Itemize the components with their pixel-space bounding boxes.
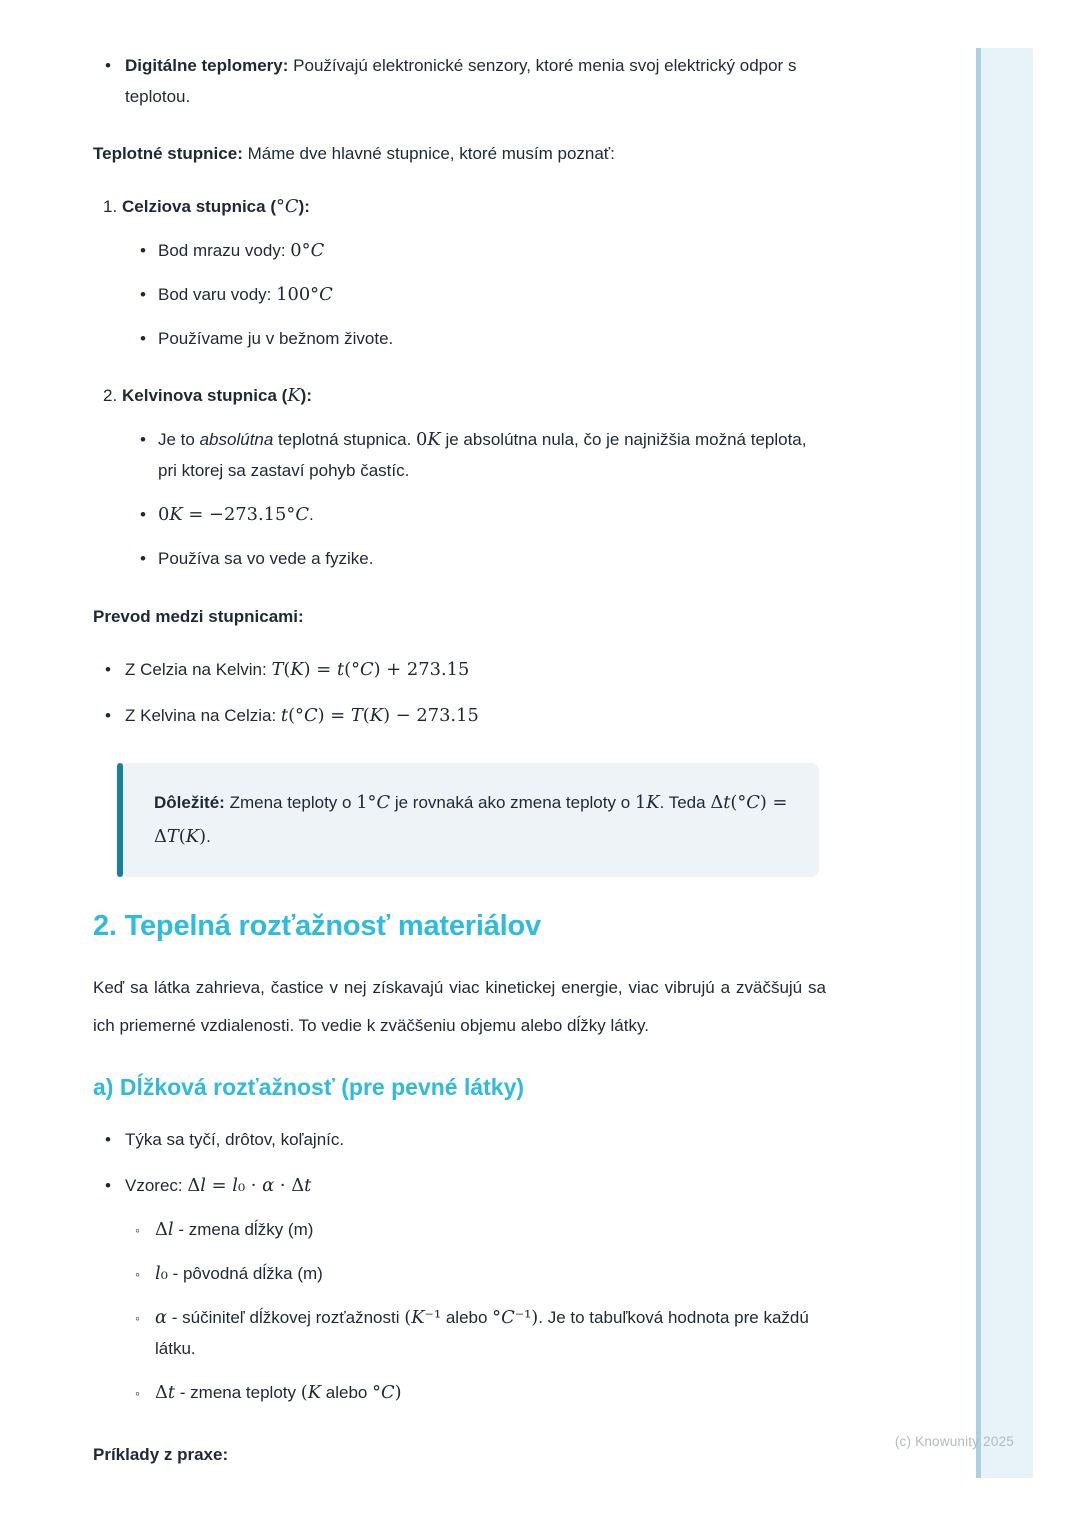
math-text: C: [746, 792, 760, 813]
bold-text: Príklady z praxe:: [93, 1445, 229, 1464]
list-item-text: [125, 654, 826, 685]
list-item-text: [158, 235, 826, 266]
bold-text: Celziova stupnica (: [122, 197, 276, 216]
math-text: 1: [634, 792, 647, 813]
math-text: °: [275, 196, 285, 217]
math-text: (°: [730, 792, 747, 813]
numbered-item: [93, 380, 826, 574]
sub-bullet-list: [135, 1214, 826, 1408]
list-item-text: [158, 424, 826, 486]
text: Je to: [158, 430, 200, 449]
callout: [117, 763, 819, 877]
list-item: [135, 1214, 826, 1245]
text: - zmena dĺžky (m): [173, 1220, 314, 1239]
math-text: ₀: [160, 1263, 168, 1284]
list-item: [135, 1302, 826, 1364]
list-item-text: [158, 543, 826, 574]
math-text: = −273.15°: [182, 504, 296, 525]
text: - súčiniteľ dĺžkovej rozťažnosti: [167, 1308, 405, 1327]
list-item-text: [155, 1377, 826, 1408]
callout-text: [154, 786, 804, 854]
math-text: Δ: [155, 1382, 168, 1403]
bullet-marker: •: [105, 1130, 111, 1149]
bullet-marker: ◦: [135, 1310, 140, 1326]
list-item: [93, 50, 826, 112]
paragraph: [93, 1439, 826, 1470]
bullet-list: [93, 50, 826, 112]
bold-text: Kelvinova stupnica (: [122, 386, 288, 405]
list-item: [140, 323, 826, 354]
list-item-text: [155, 1258, 826, 1289]
numbered-item-heading: [93, 191, 826, 354]
math-text: ) = Δ: [154, 792, 788, 847]
numbered-item-heading: [93, 380, 826, 574]
subsection-heading: a) Dĺžková rozťažnosť (pre pevné látky): [93, 1074, 525, 1100]
math-text: t: [167, 1382, 176, 1403]
list-item: [135, 1377, 826, 1408]
bullet-marker: •: [105, 56, 111, 75]
text: alebo: [321, 1383, 373, 1402]
math-text: l: [200, 1175, 206, 1196]
list-item: [140, 543, 826, 574]
text: - pôvodná dĺžka (m): [167, 1264, 323, 1283]
math-text: K: [290, 659, 304, 680]
numbered-item: [93, 191, 826, 354]
math-text: 0: [158, 504, 170, 525]
bullet-marker: •: [140, 505, 146, 524]
bullet-marker: •: [105, 706, 111, 725]
text: . Je to tabuľková hodnota pre každú látku.: [155, 1308, 809, 1358]
callout-accent-bar: [117, 763, 123, 877]
bold-text: Teplotné stupnice:: [93, 144, 243, 163]
math-text: ⁻¹): [514, 1307, 539, 1328]
text: Vzorec:: [125, 1176, 188, 1195]
text: Keď sa látka zahrieva, častice v nej získavajú viac kinetickej energie, viac vibrujú a zväčšujú sa ich priemerné vzdialenosti. To vedie k zväčšeniu objemu alebo dĺžky látky.: [93, 978, 826, 1035]
math-text: C: [303, 705, 318, 726]
math-text: K: [169, 504, 183, 525]
side-panel-decoration: [976, 48, 1033, 1478]
math-text: t: [280, 705, 289, 726]
math-text: t: [304, 1175, 312, 1196]
math-text: C: [381, 1382, 395, 1403]
text: . Teda: [659, 793, 711, 812]
list-item-text: [158, 279, 826, 310]
math-text: (: [300, 1382, 308, 1403]
text: Používame ju v bežnom živote.: [158, 329, 394, 348]
math-text: =: [205, 1175, 233, 1196]
list-item-text: [155, 1214, 826, 1245]
math-text: Δ: [710, 792, 724, 813]
math-text: 100°: [276, 284, 320, 305]
document-content: [93, 50, 826, 1470]
math-text: ) =: [303, 659, 337, 680]
math-text: (: [362, 705, 370, 726]
bullet-marker: •: [140, 329, 146, 348]
math-text: α: [262, 1175, 275, 1196]
math-text: T: [271, 659, 284, 680]
bullet-marker: •: [140, 285, 146, 304]
math-text: l: [155, 1263, 161, 1284]
bullet-marker: •: [105, 1176, 111, 1195]
math-text: C: [360, 659, 374, 680]
math-text: T: [350, 705, 363, 726]
bold-text: ):: [300, 386, 312, 405]
math-text: C: [376, 792, 391, 813]
bullet-marker: ◦: [135, 1222, 140, 1238]
text: Z Celzia na Kelvin:: [125, 660, 272, 679]
math-text: C: [501, 1307, 515, 1328]
math-text: ): [394, 1382, 402, 1403]
list-item-text: [125, 1124, 826, 1155]
bold-text: Digitálne teplomery:: [125, 56, 289, 75]
text: je rovnaká ako zmena teploty o: [390, 793, 635, 812]
math-text: °: [372, 1382, 382, 1403]
bullet-marker: ◦: [135, 1385, 140, 1401]
text: Bod mrazu vody:: [158, 241, 291, 260]
text: je absolútna nula, čo je najnižšia možná teplota, pri ktorej sa zastaví pohyb častíc.: [158, 430, 807, 480]
number-marker: 2.: [103, 386, 118, 405]
text: Používa sa vo vede a fyzike.: [158, 549, 374, 568]
bold-text: Prevod medzi stupnicami:: [93, 607, 304, 626]
math-text: K: [287, 385, 301, 406]
math-text: t: [723, 792, 731, 813]
number-marker: 1.: [103, 197, 118, 216]
list-item: [93, 1170, 826, 1408]
list-item: [140, 424, 826, 486]
list-item: [140, 499, 826, 530]
math-text: ) − 273.15: [383, 705, 479, 726]
math-text: · Δ: [274, 1175, 305, 1196]
math-text: Δ: [155, 1219, 168, 1240]
list-item-text: [155, 1302, 826, 1364]
paragraph: [93, 138, 826, 169]
math-text: T: [166, 826, 179, 847]
list-item: [135, 1258, 826, 1289]
bullet-marker: •: [140, 549, 146, 568]
math-text: K: [307, 1382, 322, 1403]
list-item: [140, 279, 826, 310]
math-text: C: [284, 196, 299, 217]
list-item-text: [125, 1170, 826, 1408]
math-text: Δ: [187, 1175, 201, 1196]
math-text: t: [336, 659, 345, 680]
text: .: [308, 505, 314, 524]
math-text: (°: [288, 705, 304, 726]
bullet-marker: •: [140, 430, 146, 449]
math-text: 0: [416, 429, 428, 450]
text: alebo: [441, 1308, 493, 1327]
math-text: C: [295, 504, 309, 525]
math-text: ₀ ·: [237, 1175, 263, 1196]
text: .: [206, 827, 211, 846]
math-text: K: [185, 826, 200, 847]
text: Zmena teploty o: [224, 793, 357, 812]
math-text: α: [155, 1307, 168, 1328]
bullet-list: [93, 1124, 826, 1408]
bullet-list: [93, 654, 826, 731]
text: Bod varu vody:: [158, 285, 277, 304]
text: Používajú elektronické senzory, ktoré menia svoj elektrický odpor s teplotou.: [125, 56, 797, 106]
sub-bullet-list: [140, 424, 826, 574]
math-text: (: [283, 659, 291, 680]
text: Z Kelvina na Celzia:: [125, 706, 281, 725]
math-text: l: [167, 1219, 174, 1240]
text: Týka sa tyčí, drôtov, koľajníc.: [125, 1130, 345, 1149]
list-item: [140, 235, 826, 266]
text: - zmena teploty: [175, 1383, 301, 1402]
bullet-marker: •: [140, 241, 146, 260]
math-text: C: [310, 240, 325, 261]
list-item-text: [125, 700, 826, 731]
math-text: (°: [344, 659, 360, 680]
section-heading: 2. Tepelná rozťažnosť materiálov: [93, 910, 541, 942]
italic-text: absolútna: [199, 430, 274, 449]
list-item: [93, 700, 826, 731]
numbered-list: [93, 191, 826, 574]
math-text: K: [369, 705, 384, 726]
math-text: K: [411, 1307, 425, 1328]
bold-text: ):: [298, 197, 310, 216]
bullet-marker: •: [105, 660, 111, 679]
math-text: C: [319, 284, 333, 305]
math-text: ) =: [317, 705, 351, 726]
math-text: (: [178, 826, 186, 847]
numbered-item-text: [122, 380, 826, 574]
math-text: (: [404, 1307, 412, 1328]
math-text: K: [427, 429, 441, 450]
bullet-marker: ◦: [135, 1266, 140, 1282]
sub-bullet-list: [140, 235, 826, 354]
list-item: [93, 1124, 826, 1155]
list-item-text: [158, 323, 826, 354]
math-text: ): [199, 826, 207, 847]
math-text: l: [232, 1175, 238, 1196]
math-text: ) + 273.15: [373, 659, 470, 680]
paragraph: [93, 969, 826, 1045]
list-item-text: [125, 50, 826, 112]
numbered-item-text: [122, 191, 826, 354]
paragraph: [93, 601, 826, 632]
math-text: 0°: [290, 240, 311, 261]
footer-watermark: (c) Knowunity 2025: [894, 1434, 1014, 1449]
math-text: °: [492, 1307, 502, 1328]
math-text: ⁻¹: [424, 1307, 442, 1328]
math-text: 1°: [356, 792, 377, 813]
math-text: K: [646, 792, 660, 813]
bold-text: Dôležité:: [154, 793, 225, 812]
text: Máme dve hlavné stupnice, ktoré musím poznať:: [242, 144, 615, 163]
text: teplotná stupnica.: [273, 430, 417, 449]
list-item: [93, 654, 826, 685]
list-item-text: [158, 499, 826, 530]
